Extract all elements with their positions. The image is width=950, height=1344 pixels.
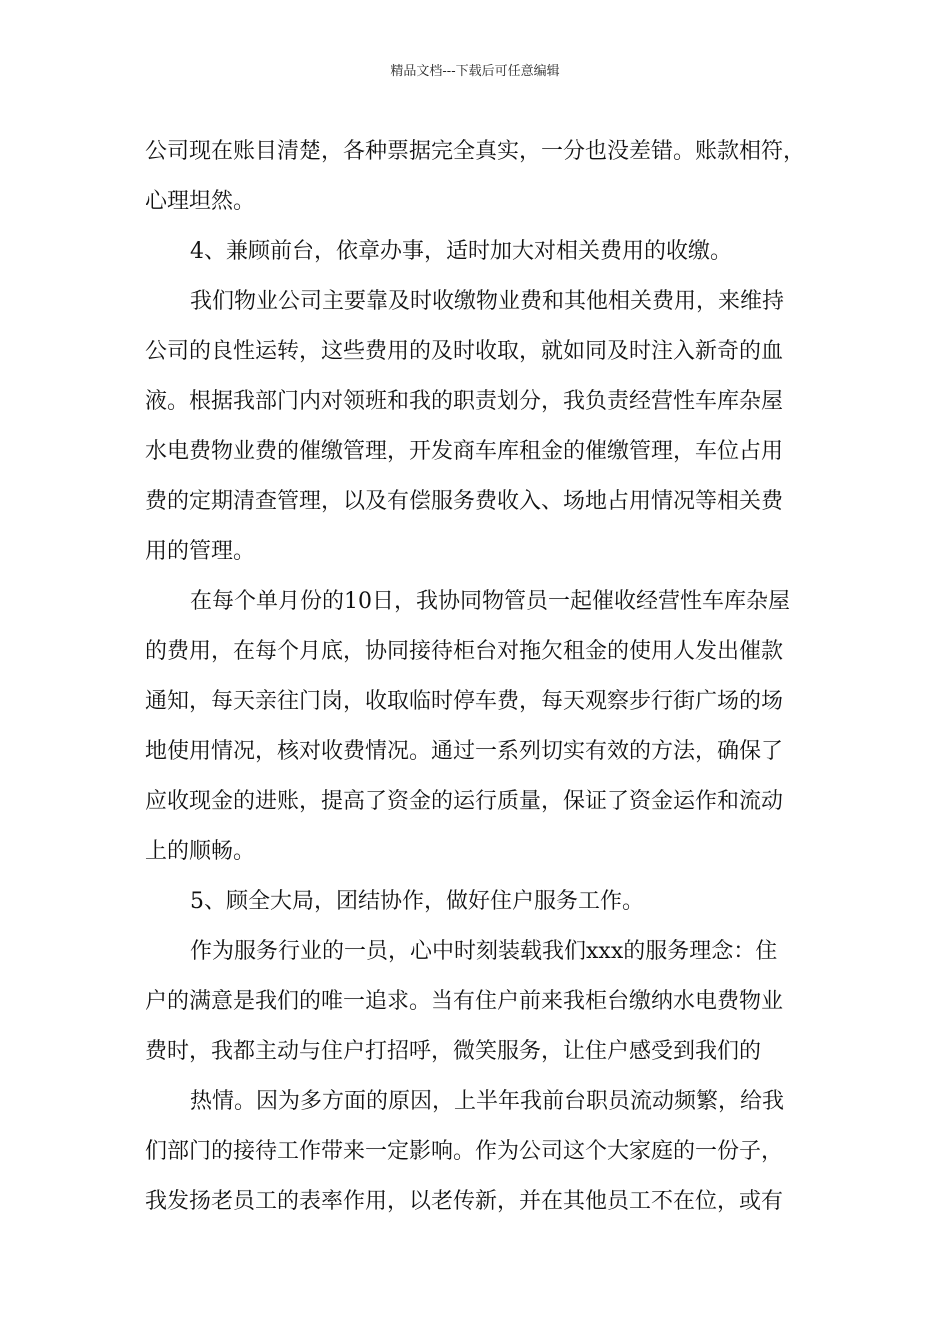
text-line: 应收现金的进账，提高了资金的运行质量，保证了资金运作和流动: [145, 789, 784, 814]
text-line: 公司的良性运转，这些费用的及时收取，就如同及时注入新奇的血: [145, 339, 784, 364]
text-line: 户的满意是我们的唯一追求。当有住户前来我柜台缴纳水电费物业: [145, 989, 784, 1014]
text-line: 费的定期清查管理，以及有偿服务费收入、场地占用情况等相关费: [145, 489, 784, 514]
text-line: 我们物业公司主要靠及时收缴物业费和其他相关费用，来维持: [190, 289, 785, 314]
text-line: 用的管理。: [145, 539, 256, 564]
page-header: 精品文档---下载后可任意编辑: [390, 64, 560, 79]
text-line: 在每个单月份的10日，我协同物管员一起催收经营性车库杂屋: [190, 589, 790, 614]
text-line: 我发扬老员工的表率作用，以老传新，并在其他员工不在位，或有: [145, 1189, 784, 1214]
text-line: 通知，每天亲往门岗，收取临时停车费，每天观察步行街广场的场: [145, 689, 784, 714]
text-line: 液。根据我部门内对领班和我的职责划分，我负责经营性车库杂屋: [145, 389, 784, 414]
text-line: 费时，我都主动与住户打招呼，微笑服务，让住户感受到我们的: [145, 1039, 762, 1064]
text-line: 地使用情况，核对收费情况。通过一系列切实有效的方法，确保了: [145, 739, 784, 764]
text-line: 们部门的接待工作带来一定影响。作为公司这个大家庭的一份子，: [145, 1139, 784, 1164]
text-line: 上的顺畅。: [145, 839, 256, 864]
text-line: 的费用，在每个月底，协同接待柜台对拖欠租金的使用人发出催款: [145, 639, 784, 664]
text-line: 水电费物业费的催缴管理，开发商车库租金的催缴管理，车位占用: [145, 439, 784, 464]
text-line: 心理坦然。: [145, 189, 256, 214]
text-line: 热情。因为多方面的原因，上半年我前台职员流动频繁，给我: [190, 1089, 785, 1114]
text-line: 公司现在账目清楚，各种票据完全真实，一分也没差错。账款相符，: [145, 139, 806, 164]
text-line: 作为服务行业的一员，心中时刻装载我们xxx的服务理念：住: [190, 939, 778, 964]
section-heading: 5、顾全大局，团结协作，做好住户服务工作。: [190, 889, 644, 914]
section-heading: 4、兼顾前台，依章办事，适时加大对相关费用的收缴。: [190, 239, 732, 264]
